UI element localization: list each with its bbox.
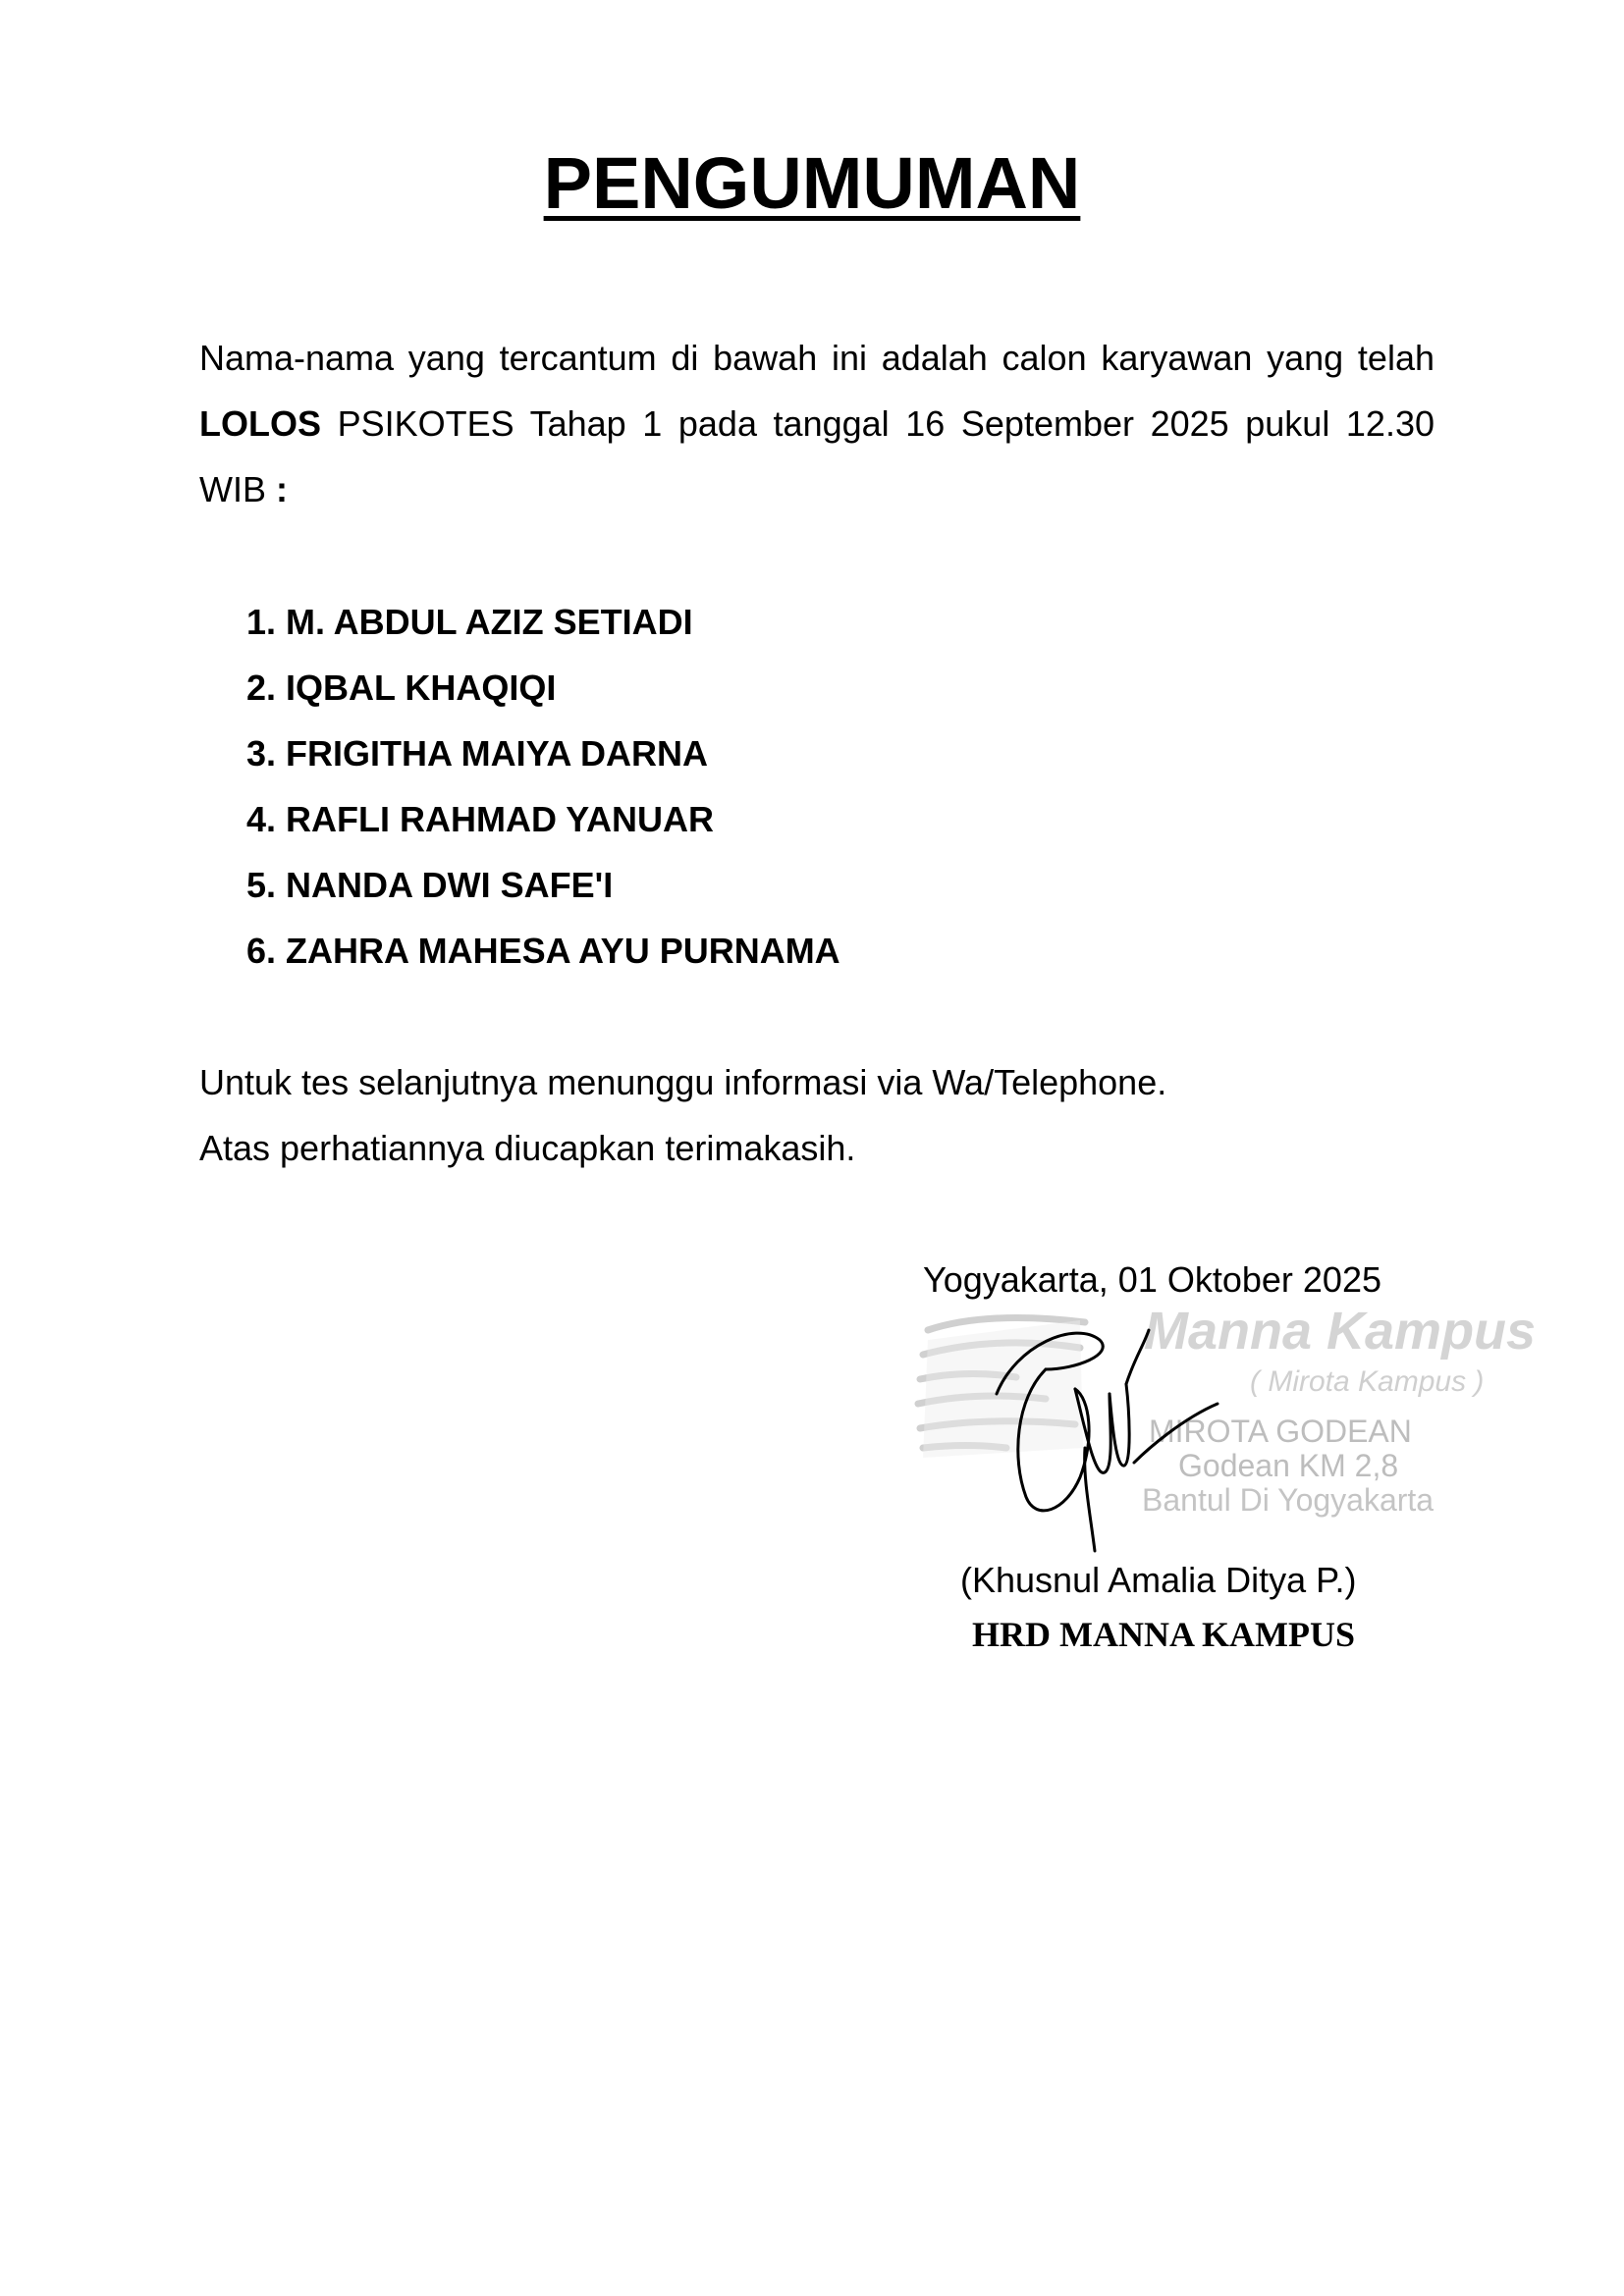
signer-title: HRD MANNA KAMPUS [972,1615,1355,1654]
list-item [199,589,840,655]
list-item [199,918,840,984]
intro-colon: : [276,469,288,509]
list-item-number: 3. [245,733,276,774]
stamp-subtitle: ( Mirota Kampus ) [1250,1365,1485,1398]
closing-line-info: Untuk tes selanjutnya menunggu informasi via Wa/Telephone. [199,1062,1167,1102]
signature-icon [977,1301,1232,1556]
document-title [0,142,1624,224]
list-item-name: M. ABDUL AZIZ SETIADI [286,602,693,642]
title-text: PENGUMUMAN [543,142,1081,224]
list-item-name: IQBAL KHAQIQI [286,667,557,708]
list-item [199,852,840,918]
stamp-line3: Bantul Di Yogyakarta [1142,1482,1435,1518]
list-item-number: 1. [245,602,276,642]
intro-paragraph [199,325,1435,522]
stamp-brand: Manna Kampus [1144,1302,1537,1361]
closing-line-thanks: Atas perhatiannya diucapkan terimakasih. [199,1128,856,1168]
list-item-name: NANDA DWI SAFE'I [286,865,614,905]
list-item-number: 4. [245,799,276,839]
candidate-list [199,589,840,984]
intro-text-part1: Nama-nama yang tercantum di bawah ini adalah calon karyawan yang telah [199,338,1435,378]
list-item-number: 5. [245,865,276,905]
list-item-name: ZAHRA MAHESA AYU PURNAMA [286,931,840,971]
list-item [199,786,840,852]
list-item-name: FRIGITHA MAIYA DARNA [286,733,708,774]
list-item [199,655,840,721]
place-date: Yogyakarta, 01 Oktober 2025 [923,1259,1381,1300]
stamp-line1: MIROTA GODEAN [1149,1414,1412,1449]
list-item-number: 6. [245,931,276,971]
list-item-number: 2. [245,667,276,708]
intro-emphasis: LOLOS [199,403,321,444]
closing-paragraph [199,1049,1166,1181]
intro-text-part2: PSIKOTES Tahap 1 pada tanggal 16 September 2025 pukul 12.30 WIB [199,403,1435,509]
list-item [199,721,840,786]
list-item-name: RAFLI RAHMAD YANUAR [286,799,715,839]
stamp-line2: Godean KM 2,8 [1178,1448,1399,1483]
signer-name: (Khusnul Amalia Ditya P.) [960,1560,1357,1600]
